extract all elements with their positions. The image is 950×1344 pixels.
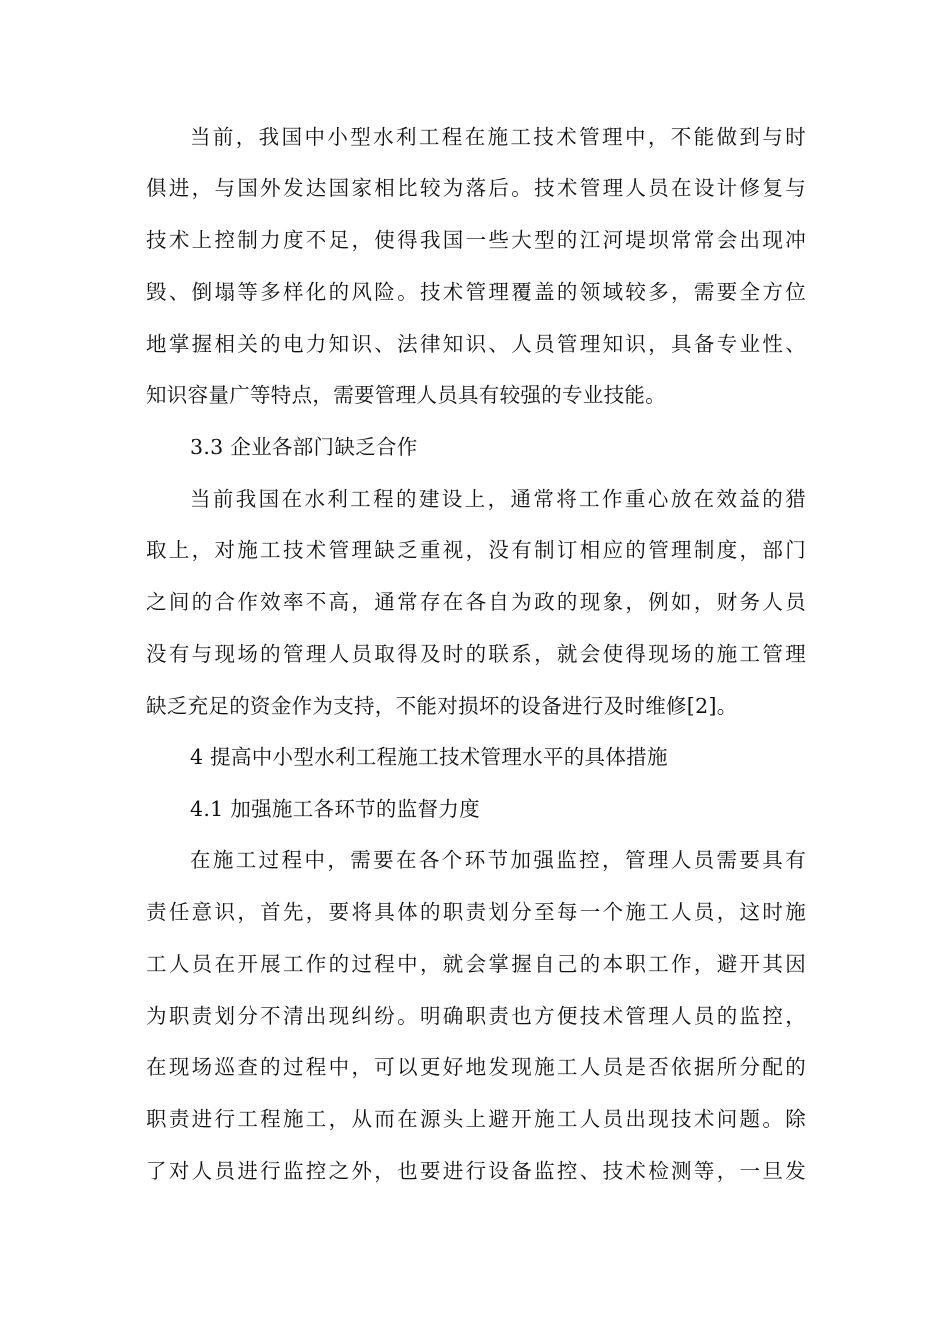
section-heading-3-3: 3.3 企业各部门缺乏合作	[190, 435, 418, 459]
paragraph-1-line-5: 地掌握相关的电力知识、法律知识、人员管理知识，具备专业性、	[146, 332, 806, 356]
paragraph-2-line-4: 没有与现场的管理人员取得及时的联系，就会使得现场的施工管理	[146, 642, 806, 666]
paragraph-2-line-2: 取上，对施工技术管理缺乏重视，没有制订相应的管理制度，部门	[146, 538, 806, 562]
section-heading-4: 4 提高中小型水利工程施工技术管理水平的具体措施	[190, 745, 668, 769]
paragraph-1-line-2: 俱进，与国外发达国家相比较为落后。技术管理人员在设计修复与	[146, 176, 806, 200]
paragraph-2-line-3: 之间的合作效率不高，通常存在各自为政的现象，例如，财务人员	[146, 590, 806, 614]
paragraph-3-line-6: 职责进行工程施工，从而在源头上避开施工人员出现技术问题。除	[146, 1107, 806, 1131]
paragraph-2-line-1: 当前我国在水利工程的建设上，通常将工作重心放在效益的猎	[190, 487, 806, 511]
paragraph-3-line-7: 了对人员进行监控之外，也要进行设备监控、技术检测等，一旦发	[146, 1159, 806, 1183]
paragraph-1-line-6: 知识容量广等特点，需要管理人员具有较强的专业技能。	[146, 383, 666, 407]
section-heading-4-1: 4.1 加强施工各环节的监督力度	[190, 797, 480, 821]
paragraph-3-line-4: 为职责划分不清出现纠纷。明确职责也方便技术管理人员的监控，	[146, 1004, 806, 1028]
paragraph-3-line-1: 在施工过程中，需要在各个环节加强监控，管理人员需要具有	[190, 848, 806, 872]
paragraph-1-line-4: 毁、倒塌等多样化的风险。技术管理覆盖的领域较多，需要全方位	[146, 280, 806, 304]
paragraph-3-line-3: 工人员在开展工作的过程中，就会掌握自己的本职工作，避开其因	[146, 952, 806, 976]
paragraph-1-line-3: 技术上控制力度不足，使得我国一些大型的江河堤坝常常会出现冲	[146, 228, 806, 252]
paragraph-1-line-1: 当前，我国中小型水利工程在施工技术管理中，不能做到与时	[190, 125, 806, 149]
paragraph-2-line-5: 缺乏充足的资金作为支持，不能对损坏的设备进行及时维修[2]。	[146, 694, 738, 718]
paragraph-3-line-2: 责任意识，首先，要将具体的职责划分至每一个施工人员，这时施	[146, 900, 806, 924]
paragraph-3-line-5: 在现场巡查的过程中，可以更好地发现施工人员是否依据所分配的	[146, 1055, 806, 1079]
